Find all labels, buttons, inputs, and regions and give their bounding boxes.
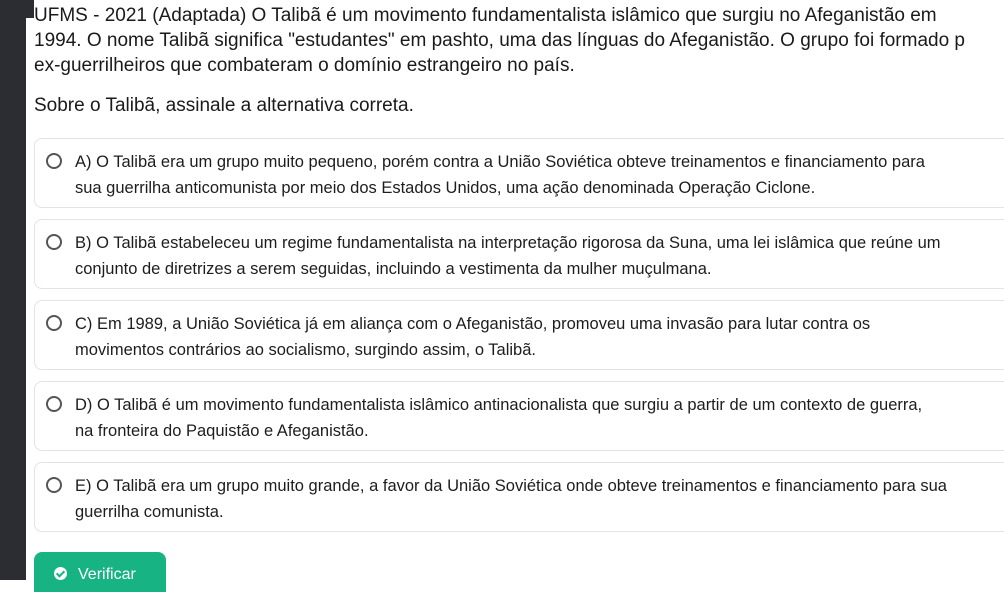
radio-icon[interactable]	[46, 477, 62, 493]
verify-button[interactable]	[34, 552, 166, 592]
option-line: sua guerrilha anticomunista por meio dos Estados Unidos, uma ação denominada Operação Ciclone.	[75, 179, 816, 197]
radio-icon[interactable]	[46, 234, 62, 250]
option-label	[75, 473, 1000, 525]
option-line: movimentos contrários ao socialismo, surgindo assim, o Talibã.	[75, 341, 536, 359]
option-line: C) Em 1989, a União Soviética já em aliança com o Afeganistão, promoveu uma invasão para lutar contra os	[75, 315, 871, 333]
option-line: D) O Talibã é um movimento fundamentalista islâmico antinacionalista que surgiu a partir de um contexto de guerra,	[75, 396, 923, 414]
option-b[interactable]	[34, 219, 1004, 289]
option-d[interactable]	[34, 381, 1004, 451]
option-label	[75, 149, 1000, 201]
radio-icon[interactable]	[46, 315, 62, 331]
check-circle-icon	[54, 567, 67, 580]
option-label	[75, 392, 1000, 444]
option-e[interactable]	[34, 462, 1004, 532]
option-line: na fronteira do Paquistão e Afeganistão.	[75, 422, 369, 440]
option-line: E) O Talibã era um grupo muito grande, a favor da União Soviética onde obteve treinamentos e financiamento para sua	[75, 477, 947, 495]
option-line: conjunto de diretrizes a serem seguidas, incluindo a vestimenta da mulher muçulmana.	[75, 260, 712, 278]
option-line: A) O Talibã era um grupo muito pequeno, porém contra a União Soviética obteve treinamentos e financiamento para	[75, 153, 925, 171]
question-text: UFMS - 2021 (Adaptada) O Talibã é um movimento fundamentalista islâmico que surgiu no Afeganistão em 1994. O nome Talibã significa "estudantes" em pashto, uma das línguas do Afeganistão. O grupo foi formado p ex-guerrilheiros que combateram o domínio estrangeiro no país.	[34, 5, 965, 76]
option-a[interactable]	[34, 138, 1004, 208]
radio-icon[interactable]	[46, 153, 62, 169]
verify-button-label: Verificar	[78, 566, 136, 583]
options-list	[34, 138, 1004, 543]
question-prompt: Sobre o Talibã, assinale a alternativa correta.	[34, 95, 414, 116]
radio-icon[interactable]	[46, 396, 62, 412]
option-label	[75, 311, 1000, 363]
question-panel	[34, 0, 1004, 583]
option-label	[75, 230, 1000, 282]
window-left-bar	[0, 0, 26, 580]
option-line: guerrilha comunista.	[75, 503, 224, 521]
option-line: B) O Talibã estabeleceu um regime fundamentalista na interpretação rigorosa da Suna, uma lei islâmica que reúne um	[75, 234, 941, 252]
option-c[interactable]	[34, 300, 1004, 370]
